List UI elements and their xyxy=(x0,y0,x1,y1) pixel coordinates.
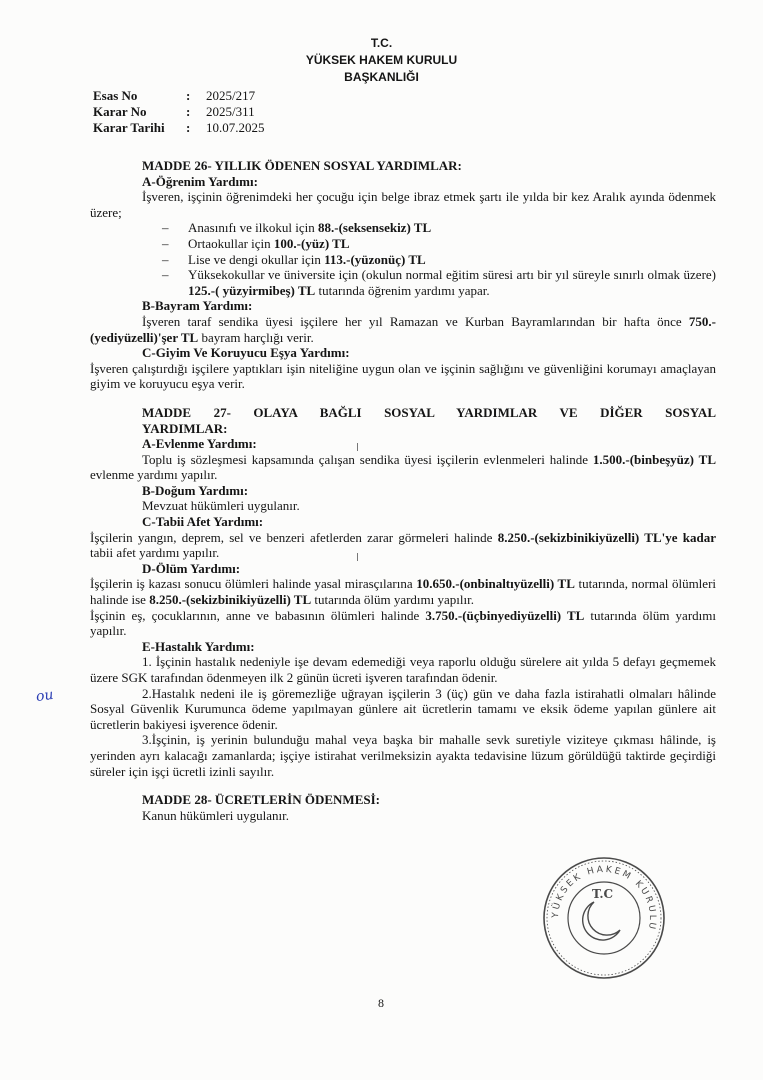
holiday-aid-text: İşveren taraf sendika üyesi işçilere her yıl Ramazan ve Kurban Bayramlarından bir hafta önce 750.-(yediyüzelli)'şer TL bayram harçlığı verir. xyxy=(90,313,716,345)
fold-mark xyxy=(357,553,358,561)
illness-aid-item: 1. İşçinin hastalık nedeniyle işe devam edemediği veya raporlu olduğu sürelere ait yılda 5 defayı geçmemek üzere SGK tarafından ödenmeyen ilk 2 günün ücreti işveren tarafından ödenir. xyxy=(90,654,716,685)
seal-icon xyxy=(540,854,668,982)
education-aid-text: İşveren, işçinin öğrenimdeki her çocuğu için belge ibraz etmek şartı ile yılda bir kez Aralık ayında ödenmek üzere; xyxy=(90,189,716,220)
document-body xyxy=(90,158,716,823)
meta-label: Karar Tarihi xyxy=(93,120,165,135)
education-aid-heading: A-Öğrenim Yardımı: xyxy=(142,173,258,189)
meta-value: 10.07.2025 xyxy=(206,120,265,135)
meta-label: Karar No xyxy=(93,104,147,119)
article-27-title: MADDE 27- OLAYA BAĞLI SOSYAL YARDIMLAR VE DİĞER SOSYAL xyxy=(142,404,716,420)
clothing-aid-text: İşveren çalıştırdığı işçilere yaptıkları işin niteliğine uygun olan ve işçinin sağlığını ve güvenliğini korumayı amaçlayan giyim ve koruyucu eşya verir. xyxy=(90,360,716,392)
meta-separator: : xyxy=(186,120,191,135)
clothing-aid-heading: C-Giyim Ve Koruyucu Eşya Yardımı: xyxy=(142,345,350,361)
page-number: 8 xyxy=(378,996,384,1010)
meta-separator: : xyxy=(186,104,191,119)
meta-row-karar xyxy=(93,104,265,120)
list-item: – Ortaokullar için 100.-(yüz) TL xyxy=(162,236,716,252)
list-item: – Anasınıfı ve ilkokul için 88.-(seksensekiz) TL xyxy=(162,220,716,236)
death-aid-text-1: İşçilerin iş kazası sonucu ölümleri halinde yasal mirasçılarına 10.650.-(onbinaltıyüzelli) TL tutarında, normal ölümleri halinde ise 8.250.-(sekizbinikiyüzelli) TL tutarında ölüm yardımı yapılır. xyxy=(90,576,717,608)
fold-mark xyxy=(357,443,358,451)
meta-label: Esas No xyxy=(93,88,138,103)
list-item: – Lise ve dengi okullar için 113.-(yüzonüç) TL xyxy=(162,252,716,268)
meta-row-esas xyxy=(93,88,265,104)
disaster-aid-heading: C-Tabii Afet Yardımı: xyxy=(142,514,264,530)
marriage-aid-heading: A-Evlenme Yardımı: xyxy=(142,436,257,452)
case-meta xyxy=(93,88,265,136)
list-item: – Yüksekokullar ve üniversite için (okulun normal eğitim süresi artı bir yıl süreyle sınırlı olmak üzere) 125.-( yüzyirmibeş) TL tutarında öğrenim yardımı yapar. xyxy=(162,267,716,298)
death-aid-heading: D-Ölüm Yardımı: xyxy=(142,560,241,576)
holiday-aid-heading: B-Bayram Yardımı: xyxy=(142,298,253,314)
article-28-title: MADDE 28- ÜCRETLERİN ÖDENMESİ: xyxy=(142,792,380,808)
article-27-title-cont: YARDIMLAR: xyxy=(142,420,228,436)
disaster-aid-text: İşçilerin yangın, deprem, sel ve benzeri afetlerden zarar görmeleri halinde 8.250.-(sekizbinikiyüzelli) TL'ye kadar tabii afet yardımı yapılır. xyxy=(90,529,716,561)
article-28-text: Kanun hükümleri uygulanır. xyxy=(142,807,289,823)
death-aid-text-2: İşçinin eş, çocuklarının, anne ve babasının ölümleri halinde 3.750.-(üçbinyediyüzelli) TL tutarında ölüm yardımı yapılır. xyxy=(90,607,716,639)
marriage-aid-text: Toplu iş sözleşmesi kapsamında çalışan sendika üyesi işçilerin evlenmeleri halinde 1.500.-(binbeşyüz) TL evlenme yardımı yapılır. xyxy=(90,451,716,483)
official-stamp xyxy=(540,854,668,982)
education-aid-list xyxy=(90,220,716,298)
illness-aid-item: 3.İşçinin, iş yerinin bulunduğu mahal veya başka bir mahalle sevk suretiyle viziteye çıkması hâlinde, iş yerinden ayrı kalacağı zamanlarda; işçiye istirahat verilmeksizin ayakta tedavisine lüzum görüldüğü taktirde geçirdiği süreler için işçi ücretli izinli sayılır. xyxy=(90,732,716,779)
meta-row-date xyxy=(93,120,265,136)
svg-text:YÜKSEK HAKEM KURULU: YÜKSEK HAKEM KURULU xyxy=(550,864,658,933)
illness-aid-item: 2.Hastalık nedeni ile iş göremezliğe uğrayan işçilerin 3 (üç) gün ve daha fazla istirahatli olmaları hâlinde Sosyal Güvenlik Kurumunca ödeme yapılmayan günlere ait ücretlerin tamamı ve eksik ödeme yapılan günlere ait ücretlerin bakiyesi işverence ödenir. xyxy=(90,685,716,732)
illness-aid-heading: E-Hastalık Yardımı: xyxy=(142,638,255,654)
svg-text:T.C: T.C xyxy=(592,887,614,901)
header-presidency: BAŞKANLIĞI xyxy=(344,70,419,84)
birth-aid-heading: B-Doğum Yardımı: xyxy=(142,482,249,498)
margin-initials: ou xyxy=(34,686,55,706)
header-tc: T.C. xyxy=(370,36,393,50)
meta-separator: : xyxy=(186,88,191,103)
header-institution: YÜKSEK HAKEM KURULU xyxy=(305,53,458,67)
birth-aid-text: Mevzuat hükümleri uygulanır. xyxy=(142,498,300,514)
article-26-title: MADDE 26- YILLIK ÖDENEN SOSYAL YARDIMLAR: xyxy=(142,158,462,173)
meta-value: 2025/217 xyxy=(206,88,256,103)
meta-value: 2025/311 xyxy=(206,104,255,119)
